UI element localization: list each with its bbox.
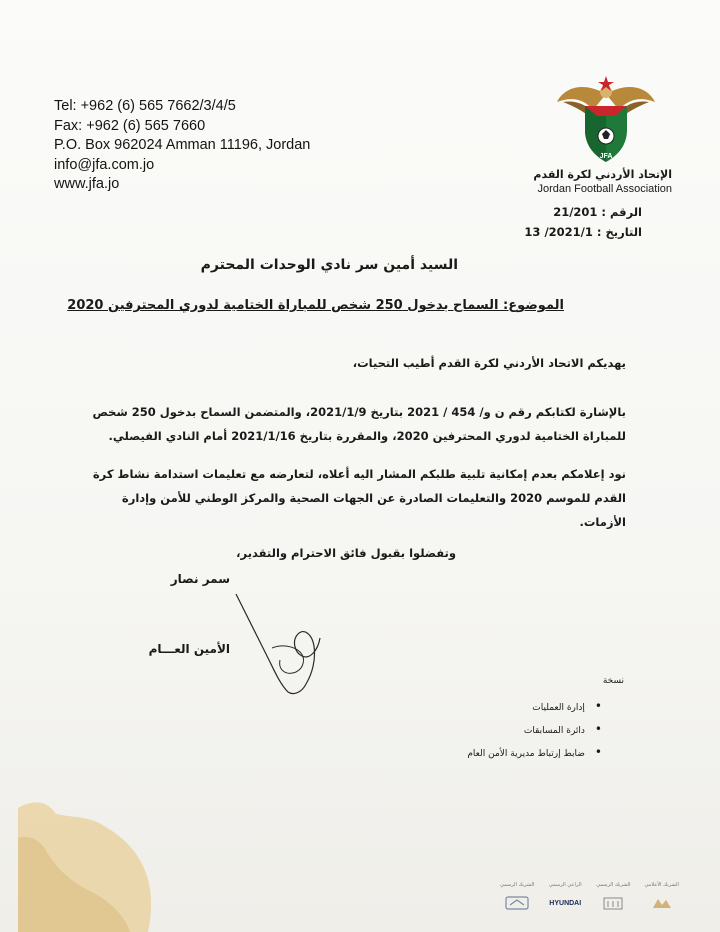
jfa-eagle-crest-icon xyxy=(555,72,657,164)
org-name-arabic: الإتحاد الأردني لكرة القدم xyxy=(533,168,672,181)
signer-title: الأمين العـــام xyxy=(148,642,230,656)
list-item: • ضابط إرتباط مديرية الأمن العام xyxy=(467,742,602,765)
sponsor-footer xyxy=(500,882,679,914)
reference-label: الرقم : xyxy=(601,205,642,219)
sponsor-caption: الشريك الأعلامي xyxy=(644,882,679,888)
contact-fax: Fax: +962 (6) 565 7660 xyxy=(54,117,206,134)
letter-date xyxy=(524,225,642,239)
sponsor-caption: الشريك الرسمي xyxy=(500,882,535,888)
logo-text: JFA xyxy=(599,153,613,160)
copy-list xyxy=(467,696,602,765)
sponsor-caption: الشريك الرسمي xyxy=(596,882,631,888)
contact-email: info@jfa.com.jo xyxy=(54,156,155,173)
sponsor-item xyxy=(548,882,582,914)
sponsor-item xyxy=(500,882,534,914)
body-paragraph-2: نود إعلامكم بعدم إمكانية تلبية طلبكم المشار اليه أعلاه، لتعارضه مع تعليمات استدامة نشاط كرة القدم للموسم 2020 والتعليمات الصادرة عن الجهات الصحية والمركز الوطني للأمن وإدارة الأزمات. xyxy=(92,467,626,529)
reference-value: 21/201 xyxy=(553,205,598,219)
handwritten-signature xyxy=(228,588,328,698)
contact-tel: Tel: +962 (6) 565 7662/3/4/5 xyxy=(54,98,236,114)
sponsor-item xyxy=(645,882,679,914)
list-item: • إدارة العمليات xyxy=(467,696,602,719)
hyundai-text: HYUNDAI xyxy=(549,899,582,907)
org-name-english: Jordan Football Association xyxy=(537,183,672,195)
sponsor-logo-icon xyxy=(645,892,679,914)
list-item: • دائرة المسابقات xyxy=(467,719,602,742)
sponsor-logo-icon xyxy=(596,892,630,914)
date-value: 2021/1/ 13 xyxy=(524,225,593,239)
sponsor-caption: الراعي الرسمي xyxy=(548,882,582,888)
hyundai-logo xyxy=(548,892,582,914)
copy-label: نسخة xyxy=(602,676,624,686)
closing-line: وتفضلوا بقبول فائق الاحترام والتقدير، xyxy=(236,546,456,560)
contact-po-box: P.O. Box 962024 Amman 11196, Jordan xyxy=(54,137,311,153)
sponsor-logo-icon xyxy=(500,892,534,914)
decorative-map-shape xyxy=(18,798,153,932)
recipient: السيد أمين سر نادي الوحدات المحترم xyxy=(200,257,458,273)
greeting: يهديكم الاتحاد الأردني لكرة القدم أطيب التحيات، xyxy=(352,356,626,370)
reference-number xyxy=(553,205,642,219)
jfa-logo xyxy=(555,72,657,164)
org-name-block xyxy=(533,168,672,195)
subject-line: الموضوع: السماح بدخول 250 شخص للمباراة الختامية لدوري المحترفين 2020 xyxy=(67,298,564,313)
contact-block xyxy=(54,97,310,195)
contact-website: www.jfa.jo xyxy=(54,176,120,192)
date-label: التاريخ : xyxy=(596,225,642,239)
signer-name: سمر نصار xyxy=(170,572,230,586)
sponsor-item xyxy=(596,882,630,914)
body-paragraph-1: بالإشارة لكتابكم رقم ن و/ 454 / 2021 بتاريخ 2021/1/9، والمتضمن السماح بدخول 250 شخص للمباراة الختامية لدوري المحترفين 2020، والمقررة بتاريخ 2021/1/16 أمام النادي الفيصلي. xyxy=(92,405,626,443)
